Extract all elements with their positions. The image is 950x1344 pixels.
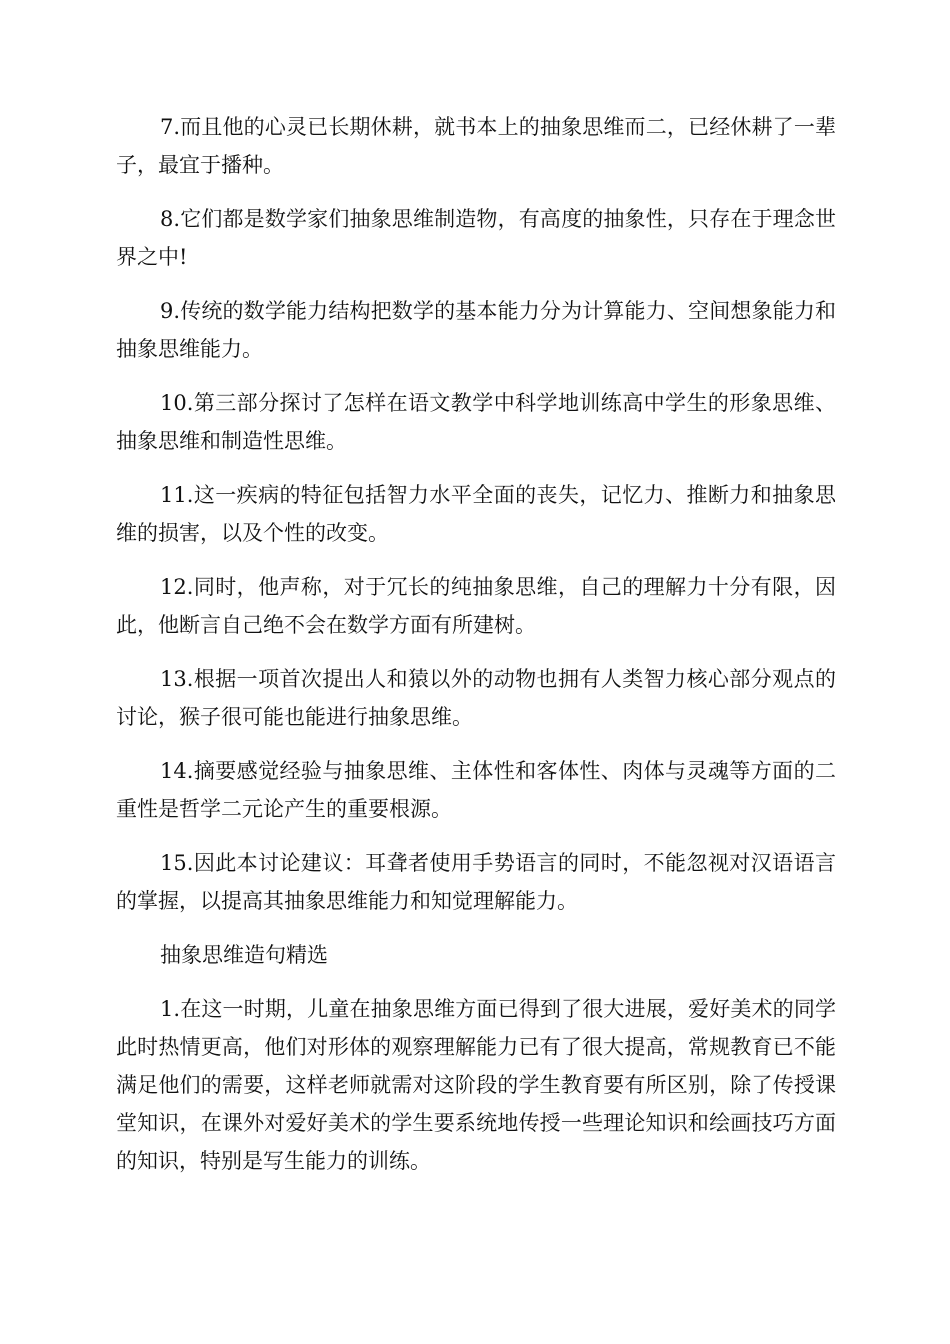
- document-page: [116, 108, 836, 1196]
- sentence-paragraph: 8.它们都是数学家们抽象思维制造物，有高度的抽象性，只存在于理念世界之中!: [116, 207, 836, 269]
- sentence-paragraph: 13.根据一项首次提出人和猿以外的动物也拥有人类智力核心部分观点的讨论，猴子很可能也能进行抽象思维。: [116, 667, 836, 729]
- sentence-paragraph: 10.第三部分探讨了怎样在语文教学中科学地训练高中学生的形象思维、抽象思维和制造性思维。: [116, 391, 836, 453]
- sentence-paragraph: 14.摘要感觉经验与抽象思维、主体性和客体性、肉体与灵魂等方面的二重性是哲学二元论产生的重要根源。: [116, 759, 836, 821]
- sentence-paragraph: 7.而且他的心灵已长期休耕，就书本上的抽象思维而二，已经休耕了一辈子，最宜于播种。: [116, 115, 836, 177]
- sentence-paragraph: 9.传统的数学能力结构把数学的基本能力分为计算能力、空间想象能力和抽象思维能力。: [116, 299, 836, 361]
- section-heading: 抽象思维造句精选: [160, 943, 328, 967]
- sentence-paragraph: 15.因此本讨论建议：耳聋者使用手势语言的同时，不能忽视对汉语语言的掌握，以提高其抽象思维能力和知觉理解能力。: [116, 851, 836, 913]
- sentence-paragraph: 12.同时，他声称，对于冗长的纯抽象思维，自己的理解力十分有限，因此，他断言自己绝不会在数学方面有所建树。: [116, 575, 836, 637]
- sentence-paragraph: 1.在这一时期，儿童在抽象思维方面已得到了很大进展，爱好美术的同学此时热情更高，他们对形体的观察理解能力已有了很大提高，常规教育已不能满足他们的需要，这样老师就需对这阶段的学生教育要有所区别，除了传授课堂知识，在课外对爱好美术的学生要系统地传授一些理论知识和绘画技巧方面的知识，特别是写生能力的训练。: [116, 997, 836, 1173]
- sentence-paragraph: 11.这一疾病的特征包括智力水平全面的丧失，记忆力、推断力和抽象思维的损害，以及个性的改变。: [116, 483, 836, 545]
